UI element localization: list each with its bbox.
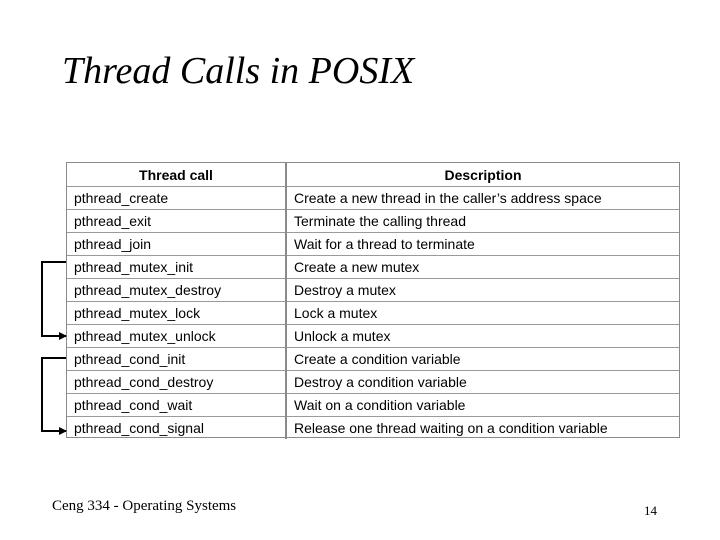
description-cell: Create a new mutex [286, 256, 679, 279]
description-cell: Create a new thread in the caller’s address space [286, 187, 679, 210]
column-header-description: Description [286, 163, 679, 187]
table-row [67, 187, 679, 210]
thread-call-cell: pthread_cond_signal [67, 417, 286, 440]
mutex-group-bracket-arrow [42, 262, 66, 336]
description-cell: Destroy a condition variable [286, 371, 679, 394]
thread-call-cell: pthread_cond_init [67, 348, 286, 371]
description-cell: Unlock a mutex [286, 325, 679, 348]
column-header-thread-call: Thread call [67, 163, 286, 187]
description-cell: Terminate the calling thread [286, 210, 679, 233]
thread-call-cell: pthread_create [67, 187, 286, 210]
table-row [67, 302, 679, 325]
table-row [67, 417, 679, 440]
table-header-row [67, 163, 679, 187]
thread-call-cell: pthread_mutex_destroy [67, 279, 286, 302]
table-row [67, 210, 679, 233]
description-cell: Release one thread waiting on a condition variable [294, 420, 608, 436]
cond-group-bracket-arrow [42, 358, 66, 431]
table-row [67, 256, 679, 279]
slide-title: Thread Calls in POSIX [62, 50, 415, 92]
thread-calls-table [66, 162, 680, 438]
thread-call-cell: pthread_cond_destroy [67, 371, 286, 394]
description-cell: Lock a mutex [286, 302, 679, 325]
table-row [67, 394, 679, 417]
table-row [67, 371, 679, 394]
thread-call-cell: pthread_mutex_unlock [67, 325, 286, 348]
footer-page-number: 14 [644, 503, 657, 518]
thread-call-cell: pthread_exit [67, 210, 286, 233]
thread-call-cell: pthread_join [67, 233, 286, 256]
description-cell: Wait for a thread to terminate [286, 233, 679, 256]
description-cell: Destroy a mutex [286, 279, 679, 302]
table-row [67, 279, 679, 302]
description-cell: Create a condition variable [286, 348, 679, 371]
thread-call-cell: pthread_mutex_init [67, 256, 286, 279]
table-row [67, 348, 679, 371]
thread-call-cell: pthread_cond_wait [67, 394, 286, 417]
description-cell: Wait on a condition variable [286, 394, 679, 417]
table-row [67, 233, 679, 256]
thread-call-cell: pthread_mutex_lock [67, 302, 286, 325]
table-row [67, 325, 679, 348]
footer-course: Ceng 334 - Operating Systems [52, 498, 237, 514]
